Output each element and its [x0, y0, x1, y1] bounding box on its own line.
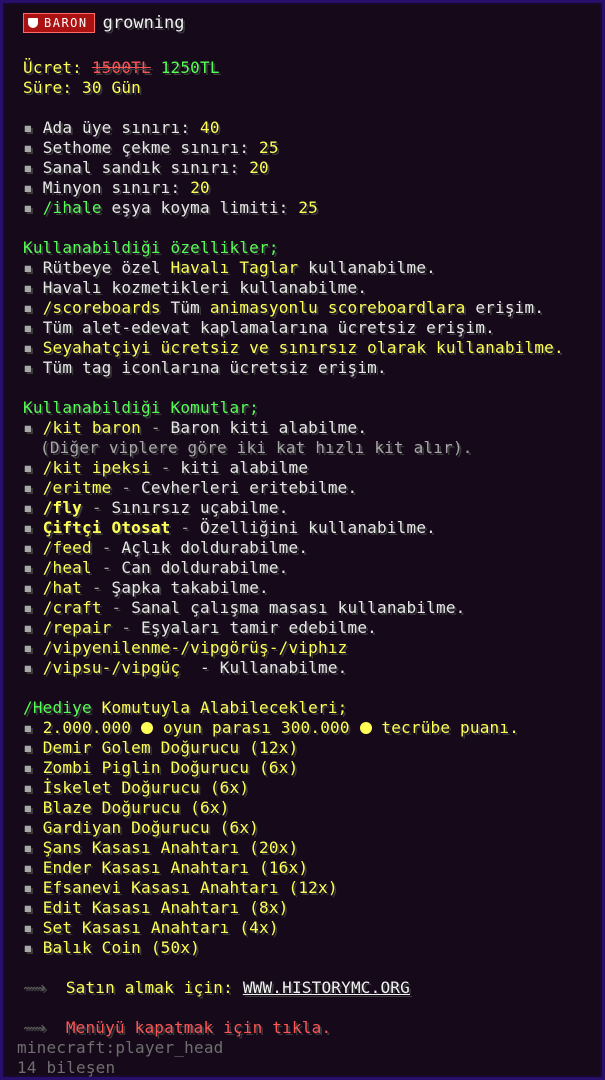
gift-item: ▪ Zombi Piglin Doğurucu (6x): [23, 758, 299, 777]
bullet-icon: ▪: [23, 198, 33, 217]
command-item: ▪ /heal - Can doldurabilme.: [23, 558, 289, 577]
price-line: Ücret: 1500TL 1250TL: [23, 58, 220, 77]
buy-line: ⟿ Satın almak için: WWW.HISTORYMC.ORG: [23, 978, 410, 997]
bullet-icon: ▪: [23, 458, 33, 477]
gift-item: ▪ Gardiyan Doğurucu (6x): [23, 818, 260, 837]
old-price: 1500TL: [91, 58, 151, 77]
bullet-icon: ▪: [23, 658, 33, 677]
feature-item: ▪ Rütbeye özel Havalı Taglar kullanabilme.: [23, 258, 437, 277]
bullet-icon: ▪: [23, 918, 33, 937]
gift-item: ▪ Set Kasası Anahtarı (4x): [23, 918, 279, 937]
bullet-icon: ▪: [23, 598, 33, 617]
player-name: growning: [102, 13, 185, 33]
bullet-icon: ▪: [23, 338, 33, 357]
gift-item: ▪ Edit Kasası Anahtarı (8x): [23, 898, 289, 917]
gift-item: ▪ Efsanevi Kasası Anahtarı (12x): [23, 878, 338, 897]
command-item: ▪ /kit ipeksi - kiti alabilme: [23, 458, 309, 477]
bullet-icon: ▪: [23, 578, 33, 597]
arrow-icon: ⟿: [23, 1018, 47, 1037]
coin-icon: [141, 722, 153, 734]
rank-badge: [23, 13, 95, 33]
bullet-icon: ▪: [23, 898, 33, 917]
limit-item: ▪ Minyon sınırı: 20: [23, 178, 210, 197]
bullet-icon: ▪: [23, 418, 33, 437]
command-note: (Diğer viplere göre iki kat hızlı kit alır).: [40, 438, 473, 457]
bullet-icon: ▪: [23, 738, 33, 757]
limit-item: ▪ Sethome çekme sınırı: 25: [23, 138, 279, 157]
bullet-icon: ▪: [23, 258, 33, 277]
bullet-icon: ▪: [23, 558, 33, 577]
bullet-icon: ▪: [23, 138, 33, 157]
gift-item: ▪ Ender Kasası Anahtarı (16x): [23, 858, 309, 877]
gift-item: ▪ Şans Kasası Anahtarı (20x): [23, 838, 299, 857]
gifts-title: /Hediye Komutuyla Alabilecekleri;: [23, 698, 348, 717]
command-item: ▪ /fly - Sınırsız uçabilme.: [23, 498, 289, 517]
command-item: ▪ /eritme - Cevherleri eritebilme.: [23, 478, 358, 497]
shield-icon: [28, 18, 38, 28]
limit-item: ▪ /ihale eşya koyma limiti: 25: [23, 198, 319, 217]
bullet-icon: ▪: [23, 838, 33, 857]
close-menu-line[interactable]: [23, 1018, 331, 1038]
bullet-icon: ▪: [23, 358, 33, 377]
feature-item: ▪ Havalı kozmetikleri kullanabilme.: [23, 278, 368, 297]
duration-line: Süre: 30 Gün: [23, 78, 141, 97]
gift-item: ▪ Demir Golem Doğurucu (12x): [23, 738, 299, 757]
bullet-icon: ▪: [23, 298, 33, 317]
command-item: ▪ /feed - Açlık doldurabilme.: [23, 538, 309, 557]
bullet-icon: ▪: [23, 318, 33, 337]
component-count: 14 bileşen: [17, 1058, 116, 1077]
command-item: ▪ Çiftçi Otosat - Özelliğini kullanabilme.: [23, 518, 437, 537]
bullet-icon: ▪: [23, 818, 33, 837]
bullet-icon: ▪: [23, 858, 33, 877]
gift-item: ▪ İskelet Doğurucu (6x): [23, 778, 250, 797]
limit-item: ▪ Sanal sandık sınırı: 20: [23, 158, 269, 177]
bullet-icon: ▪: [23, 938, 33, 957]
bullet-icon: ▪: [23, 798, 33, 817]
bullet-icon: ▪: [23, 758, 33, 777]
limit-item: ▪ Ada üye sınırı: 40: [23, 118, 220, 137]
bullet-icon: ▪: [23, 538, 33, 557]
new-price: 1250TL: [160, 58, 220, 77]
command-item: ▪ /repair - Eşyaları tamir edebilme.: [23, 618, 378, 637]
bullet-icon: ▪: [23, 778, 33, 797]
commands-title: Kullanabildiği Komutlar;: [23, 398, 259, 417]
bullet-icon: ▪: [23, 178, 33, 197]
bullet-icon: ▪: [23, 638, 33, 657]
command-item: ▪ /kit baron - Baron kiti alabilme.: [23, 418, 368, 437]
bullet-icon: ▪: [23, 618, 33, 637]
item-id: minecraft:player_head: [17, 1038, 224, 1057]
gift-item: ▪ Blaze Doğurucu (6x): [23, 798, 230, 817]
command-item: ▪ /vipsu-/vipgüç - Kullanabilme.: [23, 658, 348, 677]
coin-icon: [360, 722, 372, 734]
features-title: Kullanabildiği özellikler;: [23, 238, 279, 257]
bullet-icon: ▪: [23, 498, 33, 517]
arrow-icon: ⟿: [23, 978, 47, 997]
bullet-icon: ▪: [23, 158, 33, 177]
bullet-icon: ▪: [23, 878, 33, 897]
bullet-icon: ▪: [23, 718, 33, 737]
rank-label: BARON: [44, 16, 88, 30]
feature-item: ▪ Seyahatçiyi ücretsiz ve sınırsız olarak kullanabilme.: [23, 338, 564, 357]
close-menu-text[interactable]: Menüyü kapatmak için tıkla.: [65, 1018, 332, 1037]
bullet-icon: ▪: [23, 518, 33, 537]
bullet-icon: ▪: [23, 118, 33, 137]
command-item: ▪ /hat - Şapka takabilme.: [23, 578, 269, 597]
bullet-icon: ▪: [23, 478, 33, 497]
gift-money-line: ▪ 2.000.000 oyun parası 300.000 tecrübe puanı.: [23, 718, 520, 737]
feature-item: ▪ Tüm alet-edevat kaplamalarına ücretsiz erişim.: [23, 318, 495, 337]
feature-item: ▪ /scoreboards Tüm animasyonlu scoreboardlara erişim.: [23, 298, 545, 317]
feature-item: ▪ Tüm tag iconlarına ücretsiz erişim.: [23, 358, 387, 377]
gift-item: ▪ Balık Coin (50x): [23, 938, 201, 957]
command-item: ▪ /vipyenilenme-/vipgörüş-/viphız: [23, 638, 348, 657]
bullet-icon: ▪: [23, 278, 33, 297]
command-item: ▪ /craft - Sanal çalışma masası kullanabilme.: [23, 598, 466, 617]
website-link[interactable]: WWW.HISTORYMC.ORG: [242, 978, 410, 997]
title-row: [23, 14, 185, 32]
